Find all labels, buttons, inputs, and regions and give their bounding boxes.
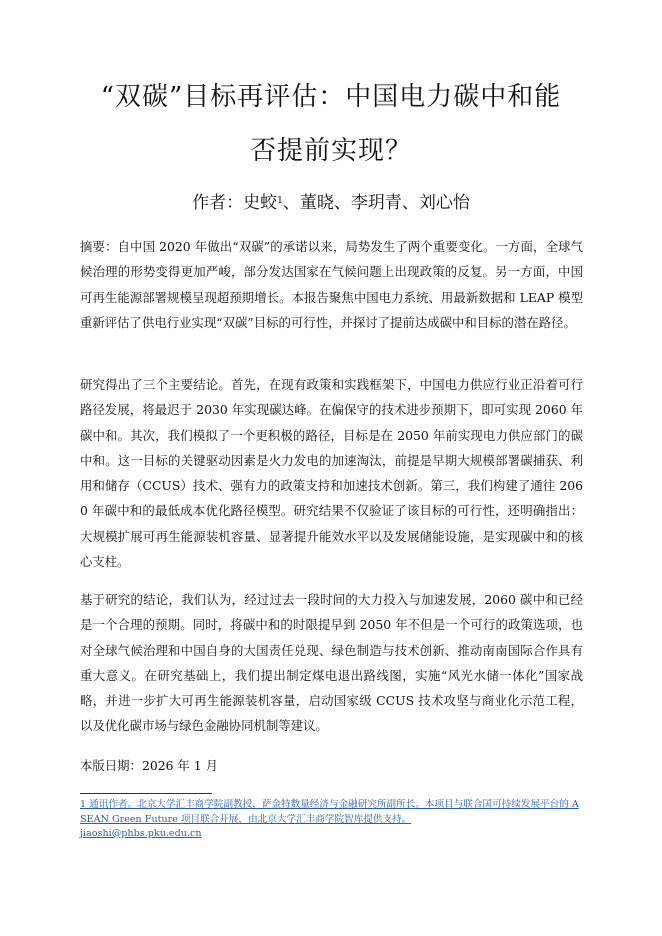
author-label: 作者： <box>192 193 244 213</box>
footnote <box>80 798 583 842</box>
footnote-marker[interactable]: 1 <box>277 196 283 206</box>
author-line <box>60 191 602 215</box>
abstract-paragraph-1: 摘要：自中国 2020 年做出“双碳”的承诺以来，局势发生了两个重要变化。一方面，全球气候治理的形势变得更加严峻，部分发达国家在气候问题上出现政策的反复。另一方面，中国可再生能源部署规模呈现超预期增长。本报告聚焦中国电力系统、用最新数据和 LEAP 模型重新评估了供电行业实现“双碳”目标的可行性，并探讨了提前达成碳中和目标的潜在路径。 <box>80 239 583 330</box>
author-email-link[interactable]: jiaoshi@phbs.pku.edu.cn <box>80 828 202 839</box>
version-date: 本版日期：2026 年 1 月 <box>80 758 218 773</box>
abstract-paragraph-2: 研究得出了三个主要结论。首先，在现有政策和实践框架下，中国电力供应行业正沿着可行路径发展，将最迟于 2030 年实现碳达峰。在偏保守的技术进步预期下，即可实现 2060 年碳中和。其次，我们模拟了一个更积极的路径，目标是在 2050 年前实现电力供应部门的碳中和。这一目标的关键驱动因素是火力发电的加速淘汰，前提是早期大规模部署碳捕获、利用和储存（CCUS）技术、强有力的政策支持和加速技术创新。第三，我们构建了通往 2060 年碳中和的最低成本优化路径模型。研究结果不仅验证了该目标的可行性，还明确指出：大规模扩展可再生能源装机容量、显著提升能效水平以及发展储能设施，是实现碳中和的核心支柱。 <box>80 377 583 570</box>
author-first: 史蛟 <box>243 193 278 213</box>
document-title-line-1: “双碳”目标再评估：中国电力碳中和能 <box>100 82 562 112</box>
author-others: 、董晓、李玥青、刘心怡 <box>282 193 470 213</box>
document-title-line-2: 否提前实现？ <box>249 136 412 166</box>
footnote-divider <box>80 793 212 794</box>
footnote-text: 1 通讯作者。北京大学汇丰商学院副教授，萨金特数量经济与金融研究所副所长。本项目与联合国可持续发展平台的 ASEAN Green Future 项目联合开展，由北京大学汇丰商学院智库提供支持。 <box>80 799 579 825</box>
abstract-paragraph-3: 基于研究的结论，我们认为，经过过去一段时间的大力投入与加速发展，2060 碳中和已经是一个合理的预期。同时，将碳中和的时限提早到 2050 年不但是一个可行的政策选项，也对全球气候治理和中国自身的大国责任兑现、绿色制造与技术创新、推动南南国际合作具有重大意义。在研究基础上，我们提出制定煤电退出路线图，实施“风光水储一体化”国家战略，并进一步扩大可再生能源装机容量，启动国家级 CCUS 技术攻坚与商业化示范工程，以及优化碳市场与绿色金融协同机制等建议。 <box>80 592 583 734</box>
